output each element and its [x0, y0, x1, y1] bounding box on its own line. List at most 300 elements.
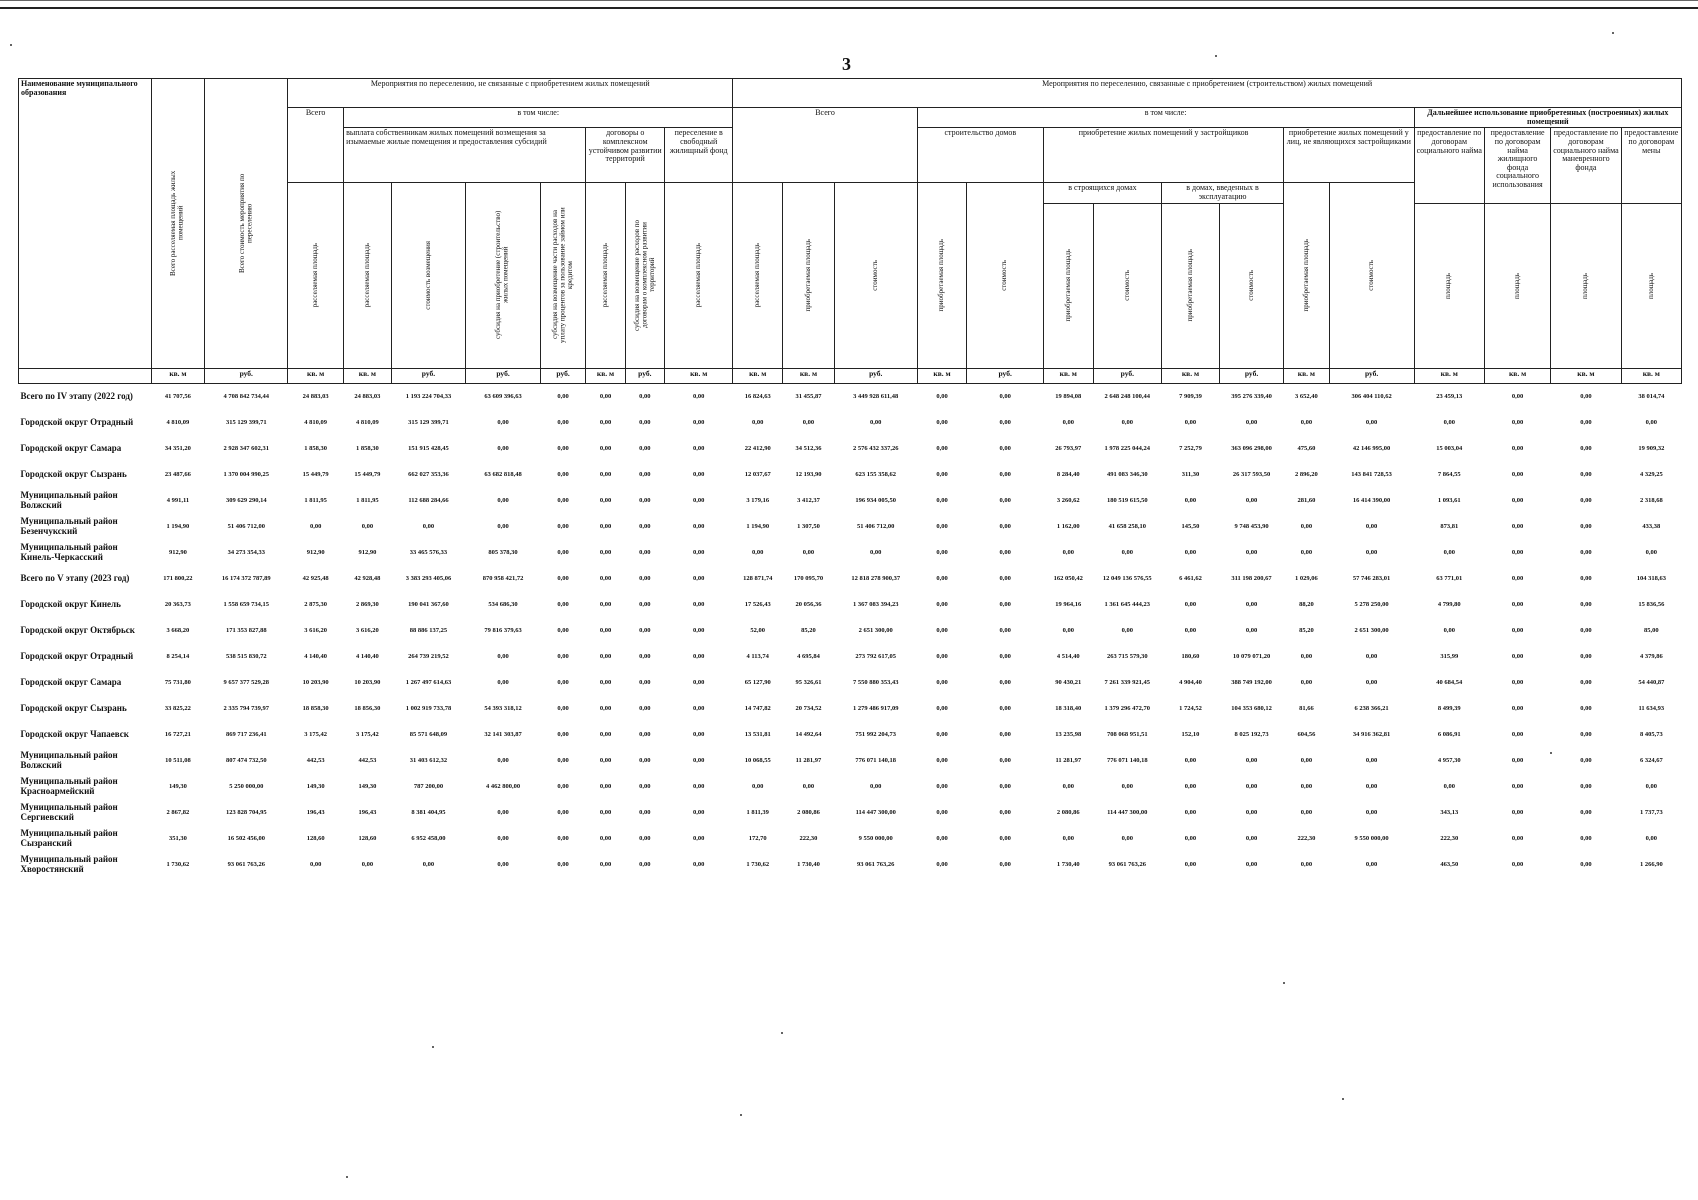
- table-cell: 0,00: [1365, 808, 1378, 816]
- table-cell: 4 329,25: [1639, 470, 1663, 478]
- table-cell: 7 864,55: [1437, 470, 1461, 478]
- table-cell: 263 715 579,30: [1106, 652, 1148, 660]
- table-cell: 0,00: [936, 860, 948, 868]
- table-cell: 0,00: [599, 392, 612, 400]
- table-cell: 869 717 236,41: [225, 730, 267, 738]
- table-cell: 0,00: [1121, 834, 1133, 842]
- table-cell: 0,00: [1245, 756, 1258, 764]
- row-name: Городской округ Кинель: [20, 598, 121, 609]
- table-cell: 0,00: [802, 548, 815, 556]
- table-cell: 0,00: [1580, 626, 1592, 634]
- table-cell: 0,00: [1645, 834, 1657, 842]
- table-cell: 8 499,39: [1437, 704, 1461, 712]
- table-cell: 3 175,42: [304, 730, 327, 738]
- table-cell: 0,00: [557, 444, 569, 452]
- table-cell: 0,00: [936, 548, 948, 556]
- table-cell: 0,00: [1184, 626, 1197, 634]
- table-cell: 13 235,98: [1055, 730, 1082, 738]
- col-relocated-area: расселяемая площадь: [310, 243, 319, 308]
- col-cost: стоимость: [1122, 270, 1131, 301]
- table-cell: 0,00: [599, 704, 612, 712]
- table-cell: 7 252,79: [1179, 444, 1202, 452]
- table-cell: 222,30: [1297, 834, 1316, 842]
- table-cell: 0,00: [639, 704, 651, 712]
- table-cell: 9 748 453,90: [1234, 522, 1269, 530]
- table-cell: 3 668,20: [166, 626, 190, 634]
- table-cell: 33 825,22: [164, 704, 191, 712]
- table-cell: 0,00: [693, 834, 705, 842]
- table-cell: 0,00: [936, 574, 948, 582]
- unit-cell: руб.: [967, 368, 1044, 383]
- table-cell: 388 749 192,00: [1231, 678, 1272, 686]
- table-cell: 0,00: [802, 782, 815, 790]
- table-cell: 0,00: [1245, 418, 1258, 426]
- row-name: Муниципальный район Сызранский: [20, 828, 118, 848]
- table-cell: 190 041 367,60: [408, 600, 449, 608]
- table-cell: 170 095,70: [793, 574, 824, 582]
- table-cell: 2 335 794 739,97: [223, 704, 269, 712]
- unit-cell: кв. м: [151, 368, 205, 383]
- table-cell: 0,00: [1245, 496, 1258, 504]
- table-cell: 4 810,09: [356, 418, 379, 426]
- table-cell: 0,00: [693, 418, 705, 426]
- table-cell: 0,00: [999, 600, 1011, 608]
- row-name: Муниципальный район Сергиевский: [20, 802, 118, 822]
- table-cell: 0,00: [599, 444, 612, 452]
- unit-cell: кв. м: [665, 368, 733, 383]
- table-row: [19, 383, 1682, 410]
- table-cell: 0,00: [1121, 418, 1133, 426]
- table-cell: 0,00: [1580, 860, 1592, 868]
- col-area: площадь: [1444, 272, 1453, 299]
- table-cell: 149,30: [168, 782, 187, 790]
- table-cell: 1 367 083 394,23: [852, 600, 899, 608]
- col-acquired-area: приобретаемая площадь: [803, 239, 812, 312]
- table-row: [19, 436, 1682, 462]
- resettlement-table: [18, 78, 1682, 878]
- table-cell: 0,00: [599, 782, 612, 790]
- table-cell: 0,00: [999, 782, 1011, 790]
- unit-cell: кв. м: [917, 368, 967, 383]
- table-cell: 0,00: [693, 574, 705, 582]
- table-cell: 93 061 763,26: [857, 860, 895, 868]
- table-cell: 0,00: [802, 418, 815, 426]
- table-cell: 143 841 728,53: [1351, 470, 1392, 478]
- table-cell: 0,00: [693, 730, 705, 738]
- table-cell: 0,00: [1365, 418, 1378, 426]
- table-cell: 18 858,30: [302, 704, 329, 712]
- row-name: Городской округ Отрадный: [20, 650, 134, 661]
- table-cell: 0,00: [936, 808, 948, 816]
- header-further-use: Дальнейшее использование приобретенных (построенных) жилых помещений: [1414, 108, 1681, 128]
- scan-speck: [1215, 55, 1217, 57]
- unit-cell: кв. м: [1284, 368, 1330, 383]
- table-cell: 0,00: [693, 678, 705, 686]
- table-cell: 0,00: [1580, 782, 1592, 790]
- table-cell: 0,00: [1580, 600, 1592, 608]
- table-row: [19, 722, 1682, 748]
- table-cell: 9 550 000,00: [858, 834, 893, 842]
- table-row: [19, 540, 1682, 566]
- scan-speck: [1550, 752, 1552, 754]
- table-cell: 0,00: [1245, 834, 1258, 842]
- unit-cell-empty: [19, 368, 152, 383]
- unit-cell: кв. м: [1161, 368, 1219, 383]
- table-cell: 95 326,61: [795, 678, 822, 686]
- table-cell: 8 405,73: [1639, 730, 1663, 738]
- table-cell: 128 871,74: [743, 574, 773, 582]
- table-cell: 0,00: [999, 678, 1011, 686]
- table-cell: 16 727,21: [164, 730, 191, 738]
- table-cell: 2 867,82: [166, 808, 190, 816]
- header-vsego-1: Всего: [288, 108, 344, 183]
- table-cell: 5 278 250,00: [1354, 600, 1389, 608]
- row-name: Муниципальный район Волжский: [20, 750, 118, 770]
- table-cell: 6 952 458,00: [411, 834, 446, 842]
- table-cell: 0,00: [639, 860, 651, 868]
- table-row: [19, 462, 1682, 488]
- unit-cell: руб.: [625, 368, 664, 383]
- table-cell: 0,00: [599, 574, 612, 582]
- table-cell: 34 273 354,33: [227, 548, 265, 556]
- table-cell: 14 747,82: [744, 704, 771, 712]
- table-cell: 3 616,20: [356, 626, 379, 634]
- unit-cell: кв. м: [288, 368, 344, 383]
- table-cell: 0,00: [693, 704, 705, 712]
- table-cell: 114 447 300,00: [855, 808, 896, 816]
- table-cell: 0,00: [557, 574, 569, 582]
- table-cell: 0,00: [599, 626, 612, 634]
- col-cost: стоимость: [1246, 270, 1255, 301]
- table-cell: 623 155 358,62: [855, 470, 897, 478]
- table-cell: 32 141 303,87: [484, 730, 522, 738]
- table-cell: 10 511,08: [165, 756, 191, 764]
- table-cell: 0,00: [1121, 548, 1133, 556]
- scan-speck: [1283, 982, 1285, 984]
- table-cell: 0,00: [999, 730, 1011, 738]
- header-in-construction: в строящихся домах: [1043, 183, 1161, 203]
- table-cell: 0,00: [1184, 860, 1197, 868]
- table-cell: 19 894,08: [1055, 392, 1082, 400]
- table-cell: 1 002 919 733,78: [405, 704, 452, 712]
- table-row: [19, 852, 1682, 878]
- table-row: [19, 800, 1682, 826]
- table-cell: 54 393 318,12: [484, 704, 522, 712]
- table-cell: 0,00: [639, 678, 651, 686]
- table-row: [19, 774, 1682, 800]
- table-cell: 0,00: [693, 470, 705, 478]
- table-cell: 463,50: [1440, 860, 1459, 868]
- unit-cell: кв. м: [586, 368, 625, 383]
- table-cell: 0,00: [497, 652, 509, 660]
- header-social-hire: предоставление по договорам социального найма: [1414, 128, 1484, 203]
- table-cell: 0,00: [936, 444, 948, 452]
- table-cell: 776 071 140,18: [1106, 756, 1148, 764]
- table-cell: 0,00: [639, 444, 651, 452]
- header-in-that-2: в том числе:: [917, 108, 1414, 128]
- table-cell: 33 465 576,33: [409, 548, 448, 556]
- unit-cell: кв. м: [733, 368, 783, 383]
- table-cell: 13 531,81: [744, 730, 771, 738]
- table-cell: 3 616,20: [304, 626, 327, 634]
- table-cell: 0,00: [1300, 782, 1313, 790]
- table-cell: 3 260,62: [1056, 496, 1080, 504]
- table-cell: 0,00: [557, 678, 569, 686]
- table-cell: 2 928 347 602,31: [223, 444, 269, 452]
- table-cell: 63 682 818,48: [484, 470, 522, 478]
- table-cell: 0,00: [1300, 522, 1313, 530]
- table-cell: 870 958 421,72: [482, 574, 524, 582]
- table-cell: 54 440,87: [1638, 678, 1665, 686]
- table-cell: 65 127,90: [744, 678, 771, 686]
- table-cell: 0,00: [1184, 782, 1197, 790]
- scan-speck: [10, 44, 12, 46]
- table-cell: 2 651 300,00: [858, 626, 893, 634]
- table-cell: 315 129 399,71: [225, 418, 267, 426]
- header-in-that-1: в том числе:: [344, 108, 733, 128]
- header-group-not-acquisition: Мероприятия по переселению, не связанные с приобретением жилых помещений: [288, 79, 733, 108]
- table-cell: 0,00: [599, 496, 612, 504]
- table-cell: 0,00: [693, 808, 705, 816]
- table-row: [19, 696, 1682, 722]
- col-acquired-area: приобретаемая площадь: [937, 239, 946, 312]
- table-cell: 0,00: [1443, 626, 1455, 634]
- table-cell: 12 818 278 900,37: [851, 574, 901, 582]
- table-cell: 0,00: [557, 470, 569, 478]
- scan-speck: [432, 1046, 434, 1048]
- table-cell: 12 049 136 576,55: [1102, 574, 1152, 582]
- scan-speck: [1612, 32, 1614, 34]
- table-cell: 0,00: [1580, 730, 1592, 738]
- table-cell: 8 381 404,95: [411, 808, 446, 816]
- table-cell: 534 686,30: [488, 600, 518, 608]
- table-cell: 1 858,30: [304, 444, 327, 452]
- table-cell: 90 430,21: [1055, 678, 1082, 686]
- table-cell: 26 317 593,50: [1232, 470, 1271, 478]
- table-cell: 0,00: [999, 704, 1011, 712]
- table-cell: 15 449,79: [302, 470, 329, 478]
- scan-speck: [346, 1176, 348, 1178]
- table-cell: 475,60: [1297, 444, 1316, 452]
- table-cell: 0,00: [1580, 392, 1592, 400]
- table-cell: 0,00: [936, 678, 948, 686]
- table-cell: 0,00: [557, 652, 569, 660]
- row-name: Городской округ Чапаевск: [20, 728, 129, 739]
- row-name: Городской округ Октябрьск: [20, 624, 135, 635]
- unit-cell: кв. м: [1414, 368, 1484, 383]
- table-cell: 0,00: [1184, 548, 1197, 556]
- table-cell: 1 266,90: [1639, 860, 1663, 868]
- table-cell: 145,50: [1181, 522, 1200, 530]
- table-cell: 787 200,00: [413, 782, 444, 790]
- table-cell: 0,00: [1184, 496, 1197, 504]
- header-name: Наименование муниципального образования: [19, 79, 152, 369]
- header-total-cost: Всего стоимость мероприятия по переселению: [237, 173, 254, 273]
- table-cell: 1 379 296 472,70: [1104, 704, 1151, 712]
- scan-speck: [740, 1114, 742, 1116]
- table-cell: 0,00: [1511, 548, 1524, 556]
- col-relocated-area: расселяемая площадь: [693, 243, 702, 308]
- table-cell: 41 707,56: [164, 392, 191, 400]
- table-cell: 0,00: [693, 548, 705, 556]
- row-name: Городской округ Сызрань: [20, 702, 127, 713]
- table-cell: 0,00: [557, 548, 569, 556]
- table-cell: 1 162,00: [1056, 522, 1080, 530]
- unit-cell: кв. м: [344, 368, 392, 383]
- table-cell: 12 037,67: [744, 470, 771, 478]
- table-cell: 0,00: [639, 782, 651, 790]
- table-cell: 0,00: [870, 548, 882, 556]
- table-cell: 0,00: [599, 756, 612, 764]
- table-cell: 0,00: [936, 626, 948, 634]
- header-fund-hire: предоставление по договорам найма жилищного фонда социального использования: [1484, 128, 1550, 203]
- table-cell: 0,00: [1511, 444, 1524, 452]
- table-cell: 0,00: [1645, 548, 1657, 556]
- table-cell: 0,00: [1121, 626, 1133, 634]
- table-cell: 0,00: [1300, 678, 1313, 686]
- table-cell: 0,00: [557, 626, 569, 634]
- col-acquired-area: приобретаемая площадь: [1063, 249, 1072, 322]
- table-cell: 0,00: [639, 392, 651, 400]
- table-cell: 0,00: [1245, 626, 1258, 634]
- table-cell: 0,00: [999, 470, 1011, 478]
- table-cell: 0,00: [936, 756, 948, 764]
- table-cell: 0,00: [1062, 834, 1074, 842]
- table-cell: 10 203,90: [302, 678, 329, 686]
- table-cell: 309 629 290,14: [225, 496, 267, 504]
- table-cell: 912,90: [358, 548, 377, 556]
- table-cell: 23 459,13: [1436, 392, 1463, 400]
- table-cell: 222,30: [799, 834, 818, 842]
- table-cell: 52,00: [750, 626, 766, 634]
- table-cell: 0,00: [1511, 652, 1524, 660]
- table-cell: 18 318,40: [1055, 704, 1082, 712]
- table-cell: 1 307,50: [797, 522, 820, 530]
- table-cell: 0,00: [1511, 522, 1524, 530]
- table-cell: 0,00: [1121, 782, 1133, 790]
- table-cell: 123 828 704,95: [225, 808, 267, 816]
- table-cell: 0,00: [599, 548, 612, 556]
- table-cell: 0,00: [1184, 756, 1197, 764]
- table-cell: 0,00: [1645, 782, 1657, 790]
- table-cell: 0,00: [1511, 860, 1524, 868]
- table-cell: 0,00: [1580, 444, 1592, 452]
- table-cell: 10 068,55: [744, 756, 771, 764]
- table-cell: 0,00: [1062, 548, 1074, 556]
- table-cell: 0,00: [936, 652, 948, 660]
- table-cell: 42 925,48: [302, 574, 329, 582]
- table-cell: 0,00: [693, 600, 705, 608]
- table-cell: 41 658 258,10: [1108, 522, 1146, 530]
- table-cell: 0,00: [1511, 782, 1524, 790]
- table-cell: 0,00: [1365, 522, 1378, 530]
- table-cell: 20 363,73: [164, 600, 191, 608]
- table-cell: 63 609 396,63: [484, 392, 522, 400]
- table-cell: 34 351,20: [164, 444, 191, 452]
- table-cell: 1 370 004 990,25: [223, 470, 269, 478]
- table-cell: 128,60: [306, 834, 325, 842]
- table-cell: 38 014,74: [1638, 392, 1665, 400]
- table-cell: 34 916 362,81: [1352, 730, 1391, 738]
- row-name: Городской округ Самара: [20, 676, 122, 687]
- table-cell: 51 406 712,00: [857, 522, 895, 530]
- table-row: [19, 748, 1682, 774]
- table-cell: 4 991,11: [166, 496, 190, 504]
- table-cell: 0,00: [1645, 418, 1657, 426]
- table-cell: 85 571 648,09: [409, 730, 448, 738]
- table-cell: 3 449 928 611,48: [853, 392, 899, 400]
- table-cell: 0,00: [1300, 548, 1313, 556]
- table-cell: 0,00: [1245, 808, 1258, 816]
- table-cell: 0,00: [639, 548, 651, 556]
- table-cell: 0,00: [599, 678, 612, 686]
- table-row: [19, 514, 1682, 540]
- table-cell: 151 915 428,45: [408, 444, 449, 452]
- unit-cell: кв. м: [1484, 368, 1550, 383]
- table-cell: 0,00: [1580, 834, 1592, 842]
- table-cell: 0,00: [497, 860, 509, 868]
- table-cell: 3 383 293 405,06: [405, 574, 452, 582]
- table-cell: 7 261 339 921,45: [1104, 678, 1151, 686]
- table-cell: 442,53: [306, 756, 325, 764]
- table-cell: 1 194,90: [746, 522, 770, 530]
- table-cell: 81,66: [1299, 704, 1314, 712]
- header-total-area: Всего расселяемая площадь жилых помещений: [169, 170, 185, 276]
- table-cell: 0,00: [693, 626, 705, 634]
- table-cell: 0,00: [870, 782, 882, 790]
- table-cell: 8 284,40: [1056, 470, 1080, 478]
- table-cell: 0,00: [361, 522, 374, 530]
- table-cell: 93 061 763,26: [227, 860, 265, 868]
- table-cell: 4 810,09: [304, 418, 327, 426]
- table-cell: 0,00: [936, 704, 948, 712]
- table-cell: 912,90: [168, 548, 187, 556]
- unit-cell: руб.: [466, 368, 541, 383]
- table-cell: 2 869,30: [356, 600, 379, 608]
- table-cell: 0,00: [639, 626, 651, 634]
- table-cell: 0,00: [1184, 600, 1197, 608]
- table-cell: 1 730,40: [1056, 860, 1080, 868]
- table-cell: 0,00: [422, 522, 435, 530]
- table-cell: 0,00: [1300, 756, 1313, 764]
- table-cell: 4 904,40: [1179, 678, 1202, 686]
- table-cell: 0,00: [999, 496, 1011, 504]
- table-cell: 0,00: [936, 522, 948, 530]
- table-cell: 0,00: [752, 548, 764, 556]
- table-cell: 0,00: [599, 730, 612, 738]
- unit-cell: кв. м: [1621, 368, 1681, 383]
- table-cell: 0,00: [1580, 574, 1592, 582]
- row-name: Муниципальный район Кинель-Черкасский: [20, 542, 118, 562]
- table-cell: 57 746 283,01: [1352, 574, 1391, 582]
- table-cell: 112 688 284,66: [408, 496, 449, 504]
- header-payment: выплата собственникам жилых помещений возмещения за изымаемые жилые помещения и предоставления субсидий: [344, 128, 586, 183]
- table-cell: 1 193 224 704,33: [405, 392, 452, 400]
- table-cell: 180 519 615,50: [1106, 496, 1148, 504]
- table-cell: 0,00: [1365, 860, 1378, 868]
- unit-cell: руб.: [540, 368, 586, 383]
- row-name: Всего по IV этапу (2022 год): [20, 390, 133, 401]
- row-name: Городской округ Сызрань: [20, 468, 127, 479]
- table-cell: 0,00: [639, 522, 651, 530]
- table-cell: 0,00: [936, 496, 948, 504]
- table-cell: 0,00: [999, 756, 1011, 764]
- table-cell: 0,00: [1245, 860, 1258, 868]
- table-cell: 0,00: [599, 834, 612, 842]
- table-cell: 4 810,09: [166, 418, 190, 426]
- table-cell: 0,00: [1580, 756, 1592, 764]
- table-cell: 0,00: [999, 652, 1011, 660]
